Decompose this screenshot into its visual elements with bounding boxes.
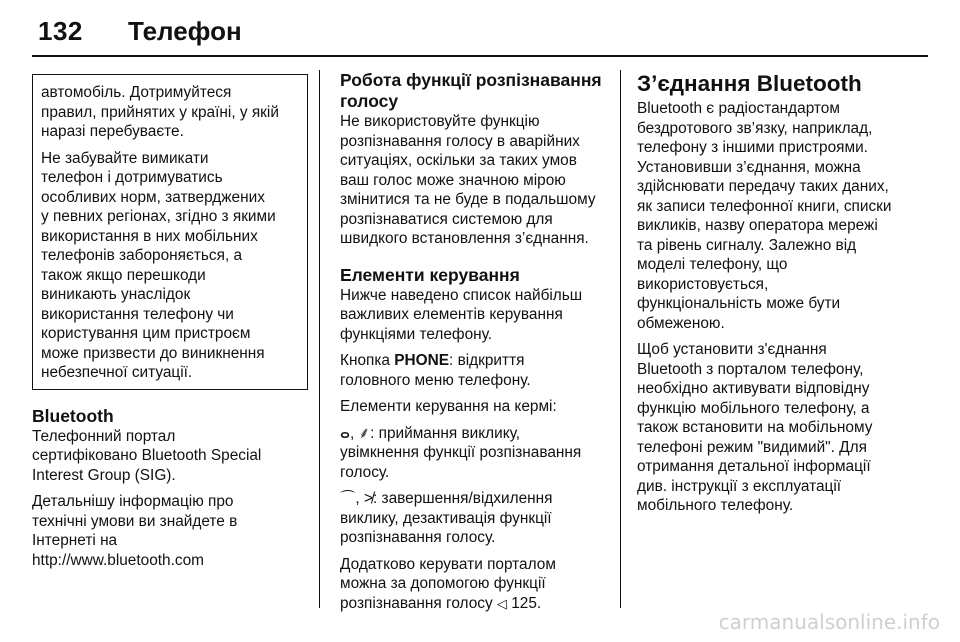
section-heading-voice-recognition (340, 70, 610, 112)
text-line: виникають унаслідок (41, 286, 191, 303)
text-line: ваш голос може значною мірою (340, 171, 566, 189)
text-line: Нижче наведено список найбільш (340, 286, 583, 304)
text-line: розпізнаватися системою для (340, 210, 553, 228)
text-line: сертифіковано Bluetooth Special (32, 447, 262, 464)
text-line: необхідно активувати відповідну (637, 380, 870, 397)
connection-paragraph-2 (637, 340, 933, 516)
text-line: мобільного телефону. (637, 497, 794, 514)
text-line: Bluetooth є радіостандартом (637, 100, 840, 117)
text-line: Детальнішу інформацію про (32, 493, 234, 510)
header-divider (32, 55, 928, 57)
phone-button-paragraph (340, 351, 610, 390)
separator: , (355, 490, 364, 507)
page-title: Телефон (128, 16, 242, 46)
text-line: особливих норм, затверджених (41, 188, 265, 206)
text-line: користування цим пристроєм (41, 325, 251, 342)
text-line: функцію мобільного телефону, а (637, 399, 870, 417)
text-line: та рівень сигналу. Залежно від (637, 236, 857, 254)
phone-prefix: Кнопка (340, 352, 395, 369)
reference-prefix: розпізнавання голосу (340, 594, 497, 612)
voice-off-icon: ≯ (363, 490, 373, 507)
text-line: Інтернеті на (32, 532, 118, 549)
bluetooth-section (32, 406, 308, 571)
bluetooth-paragraph-2 (32, 492, 308, 570)
text-line: увімкнення функції розпізнавання (340, 444, 582, 461)
section-heading-bluetooth-connection: З’єднання Bluetooth (637, 71, 862, 96)
text-line: Додатково керувати порталом (340, 555, 556, 573)
text-line: може призвести до виникнення (41, 344, 265, 362)
text-line: можна за допомогою функції (340, 575, 546, 592)
page-reference-arrow-icon: ◁ (496, 595, 507, 611)
text-line (340, 489, 610, 509)
connection-paragraph-1 (637, 99, 933, 333)
phone-hangup-icon: ⌒ (340, 490, 356, 507)
controls-paragraph (340, 286, 610, 345)
text-line: голосу. (340, 463, 390, 481)
warning-box (32, 74, 308, 390)
warning-paragraph-1 (41, 83, 297, 142)
text-line: використання телефону чи (41, 305, 234, 323)
separator: , (349, 424, 359, 442)
text-line: викликів, назву оператора мережі (637, 217, 878, 234)
text-line: небезпечної ситуації. (41, 364, 193, 381)
text-line: також якщо перешкоди (41, 266, 206, 284)
text-line: наразі перебуваєте. (41, 123, 184, 140)
text-line (340, 351, 610, 371)
heading-line: голосу (340, 91, 399, 111)
text-line: використання в них мобільних (41, 227, 258, 245)
section-heading-bluetooth: Bluetooth (32, 405, 114, 426)
text-line: як записи телефонної книги, списки (637, 197, 892, 215)
hangup-controls-paragraph (340, 489, 610, 548)
text-line: також встановити на мобільному (637, 419, 873, 436)
text-line: телефону з іншими пристроями. (637, 139, 868, 156)
text-line: Не використовуйте функцію (340, 113, 540, 130)
voice-recognition-icon: ⸙ (358, 424, 371, 442)
text-line: автомобіль. Дотримуйтеся (41, 84, 232, 101)
text-line: змінитися та не буде в подальшому (340, 191, 596, 208)
wheel-controls-paragraph (340, 397, 610, 417)
voice-paragraph (340, 112, 610, 249)
text-line: використовується, (637, 275, 769, 293)
column-right (637, 70, 933, 523)
text-line: розпізнавання голосу в аварійних (340, 132, 580, 150)
text-line: моделі телефону, що (637, 256, 788, 273)
text-line: див. інструкції з експлуатації (637, 477, 842, 495)
extra-paragraph (340, 555, 610, 614)
text-line: ситуаціях, оскільки за таких умов (340, 152, 577, 169)
text-line: Установивши з’єднання, можна (637, 158, 861, 176)
heading-line: Робота функції розпізнавання (340, 70, 602, 90)
text-line: головного меню телефону. (340, 371, 531, 389)
column-divider-2 (620, 70, 621, 608)
text-line: отримання детальної інформації (637, 458, 871, 475)
answer-text: : приймання виклику, (370, 424, 521, 442)
text-line: важливих елементів керування (340, 306, 563, 323)
text-line: функціями телефону. (340, 325, 493, 343)
text-line: правил, прийнятих у країні, у якій (41, 103, 279, 121)
text-line (340, 424, 610, 444)
hangup-text: : завершення/відхилення (372, 490, 553, 507)
text-line: телефон і дотримуватись (41, 169, 223, 186)
controls-section (340, 265, 610, 614)
text-line: у певних регіонах, згідно з якими (41, 208, 276, 225)
text-line: Щоб установити з'єднання (637, 341, 827, 358)
text-line: розпізнавання голосу. (340, 529, 496, 546)
text-line: Елементи керування на кермі: (340, 398, 557, 415)
column-left (32, 70, 308, 577)
text-line: Interest Group (SIG). (32, 466, 176, 484)
phone-key-label: PHONE (394, 352, 450, 369)
page-reference[interactable]: 125. (506, 594, 542, 612)
text-line: Телефонний портал (32, 427, 176, 445)
text-line: функціональність може бути (637, 295, 841, 312)
answer-controls-paragraph (340, 424, 610, 483)
page-number: 132 (38, 16, 83, 46)
section-heading-controls: Елементи керування (340, 264, 520, 285)
text-line: телефоні режим "видимий". Для (637, 438, 867, 456)
watermark: carmanualsonline.info (718, 610, 940, 634)
text-line: обмеженою. (637, 314, 725, 332)
text-line: Не забувайте вимикати (41, 149, 209, 167)
bluetooth-paragraph-1 (32, 427, 308, 486)
text-line (340, 594, 610, 614)
text-line: здійснювати передачу таких даних, (637, 178, 889, 195)
text-line: телефонів забороняється, а (41, 247, 243, 264)
text-line: технічні умови ви знайдете в (32, 512, 238, 530)
text-line: швидкого встановлення з’єднання. (340, 230, 589, 247)
text-line: виклику, дезактивація функції (340, 509, 552, 527)
phone-suffix: : відкриття (449, 352, 525, 369)
bluetooth-url[interactable]: http://www.bluetooth.com (32, 551, 204, 569)
text-line: бездротового зв’язку, наприклад, (637, 119, 873, 137)
column-divider-1 (319, 70, 320, 608)
phone-answer-icon: ⴰ (340, 424, 350, 442)
column-middle (340, 70, 610, 620)
text-line: Bluetooth з порталом телефону, (637, 360, 864, 378)
page-header (32, 12, 928, 52)
warning-paragraph-2 (41, 149, 297, 383)
